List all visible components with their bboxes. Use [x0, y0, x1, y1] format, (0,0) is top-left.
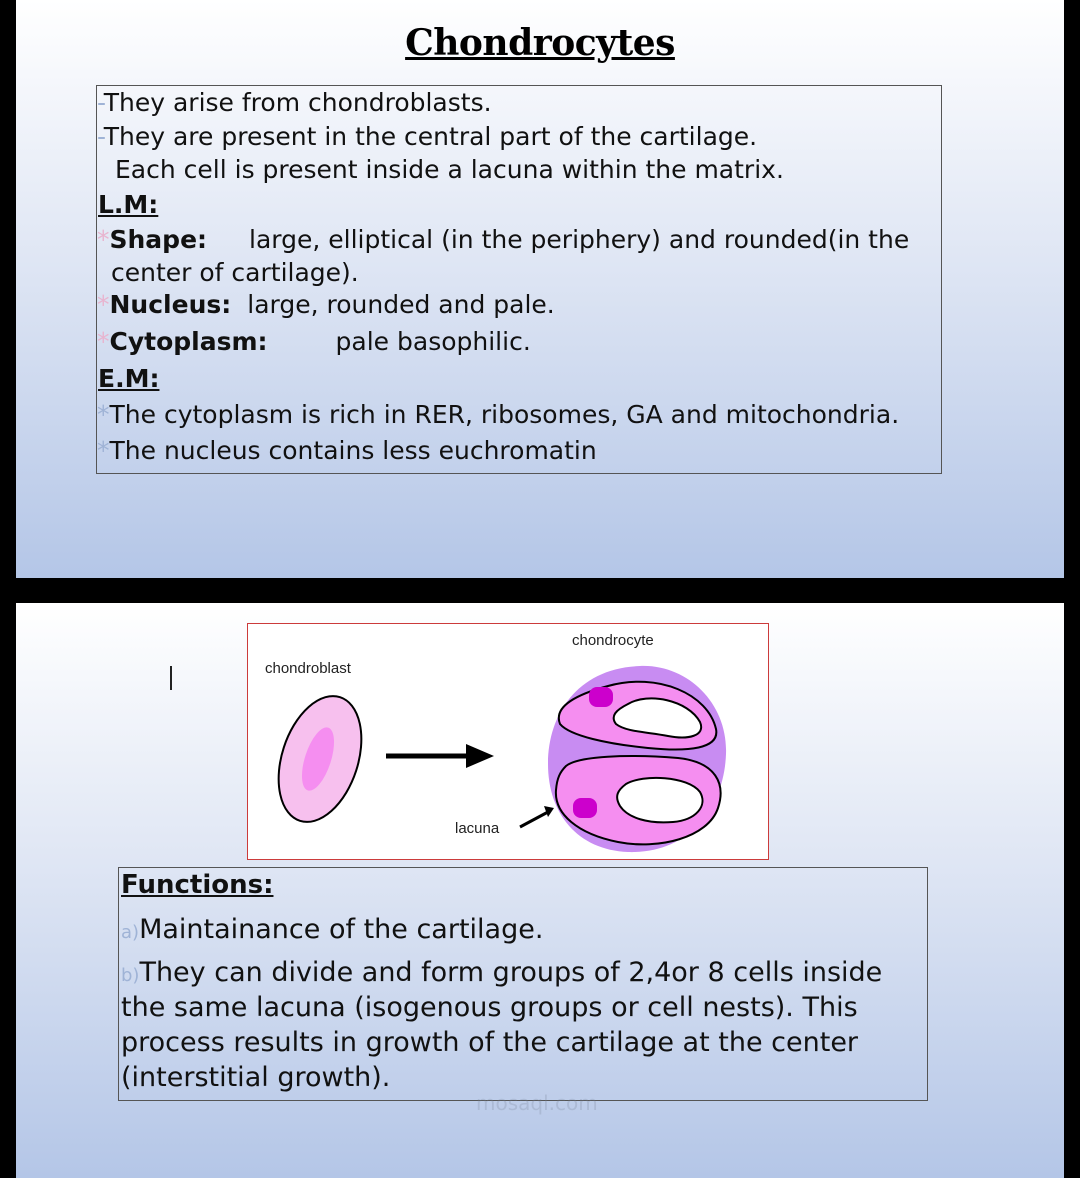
functions-box — [118, 867, 928, 1101]
em-item-1: *The cytoplasm is rich in RER, ribosomes, GA and mitochondria. — [97, 400, 900, 429]
nucleus-lower — [573, 798, 597, 818]
function-item-b-line-2: the same lacuna (isogenous groups or cell nests). This — [121, 992, 858, 1023]
lacuna-pointer — [520, 812, 548, 827]
description-box — [96, 85, 942, 474]
em-heading: E.M: — [98, 364, 160, 393]
chondroblast-to-chondrocyte-figure — [247, 623, 769, 860]
nucleus-label: Nucleus: — [109, 290, 232, 319]
intro-line-3: Each cell is present inside a lacuna within the matrix. — [115, 155, 784, 184]
cytoplasm-line: *Cytoplasm: pale basophilic. — [97, 327, 531, 356]
lacuna-pointer-head — [544, 806, 554, 817]
function-item-b-line-4: (interstitial growth). — [121, 1062, 391, 1093]
function-item-a: a)Maintainance of the cartilage. — [121, 914, 544, 945]
marker-a: a) — [121, 922, 140, 943]
chondrocyte-label: chondrocyte — [572, 632, 654, 649]
nucleus-text: large, rounded and pale. — [247, 290, 555, 319]
lm-heading: L.M: — [98, 190, 159, 219]
transition-arrow-head — [466, 744, 494, 768]
shape-line: *Shape: large, elliptical (in the periphery) and rounded(in the — [97, 225, 910, 254]
em-item-2: *The nucleus contains less euchromatin — [97, 436, 597, 465]
lacuna-label: lacuna — [455, 820, 500, 837]
chondroblast-label: chondroblast — [265, 660, 351, 677]
functions-heading: Functions: — [121, 870, 274, 900]
slide-chondrocytes-text — [16, 0, 1064, 578]
cytoplasm-text: pale basophilic. — [335, 327, 531, 356]
shape-line-cont: center of cartilage). — [111, 258, 359, 287]
nucleus-upper — [589, 687, 613, 707]
slide-functions — [16, 603, 1064, 1178]
function-item-b-line-3: process results in growth of the cartilage at the center — [121, 1027, 859, 1058]
slide-title: Chondrocytes — [405, 22, 675, 64]
function-item-b-line-1: b)They can divide and form groups of 2,4or 8 cells inside — [121, 957, 883, 988]
cytoplasm-label: Cytoplasm: — [109, 327, 268, 356]
intro-line-2: -They are present in the central part of the cartilage. — [97, 122, 758, 151]
watermark: mosaql.com — [476, 1091, 598, 1115]
nucleus-line: *Nucleus: large, rounded and pale. — [97, 290, 555, 319]
lacuna-lower — [617, 778, 702, 822]
shape-text: large, elliptical (in the periphery) and rounded(in the — [249, 225, 910, 254]
shape-label: Shape: — [109, 225, 208, 254]
intro-line-1: -They arise from chondroblasts. — [97, 88, 492, 117]
marker-b: b) — [121, 965, 140, 986]
text-cursor — [170, 666, 172, 690]
